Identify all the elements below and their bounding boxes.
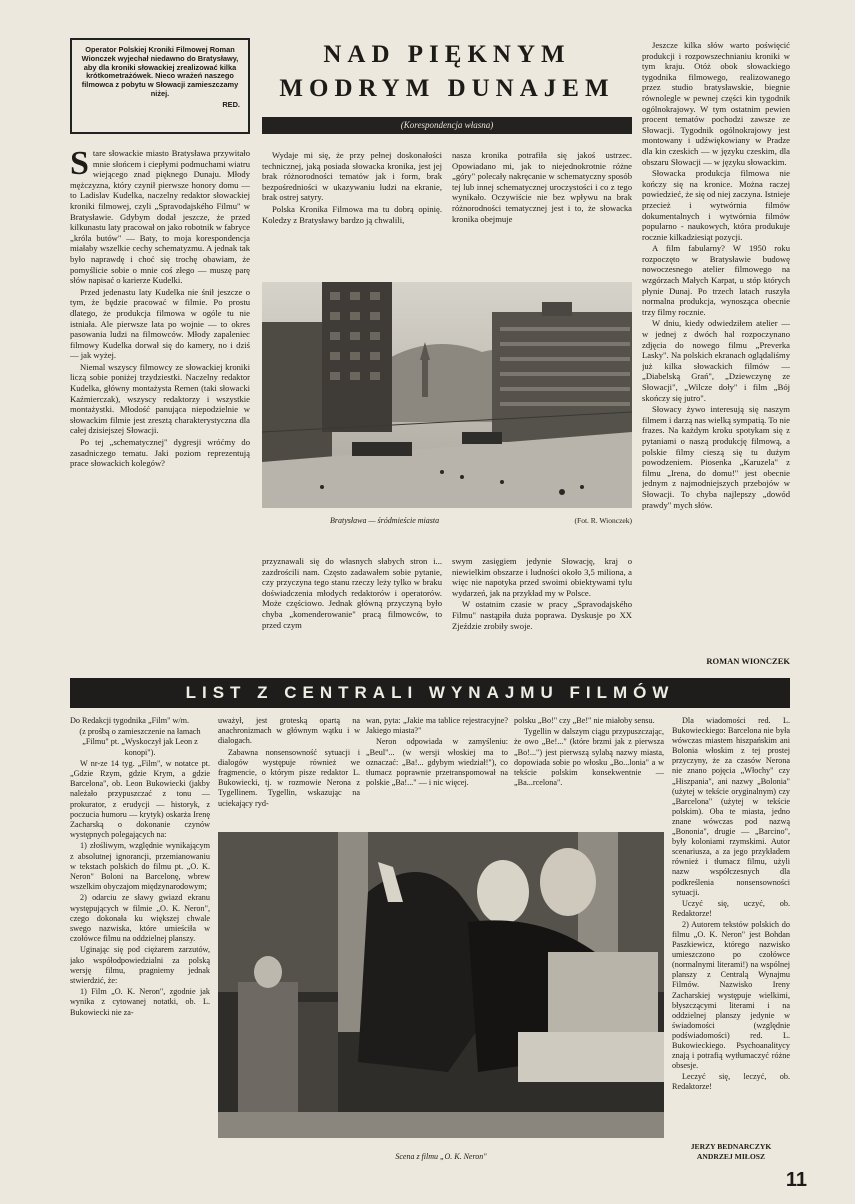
letter-paragraph: 1) złośliwym, względnie wynikającym z absolutnej ignorancji, przemianowaniu w tekstach polskich do filmu pt. „O. K. Neron" Boloni na Barcelonę, wbrew wszelkim obyczajom międzynarodowym; <box>70 841 210 892</box>
article-paragraph: Jeszcze kilka słów warto poświęcić produkcji i rozpowszechnianiu kroniki w tym kraju. Otóż obok słowackiego tygodnika filmowego, realizowanego przez studio bratysławskie, biegnie równolegle w pewnej części kin tygodnik ogólnokrajowy. W tym ostatnim pewien procent tematów pochodzi zawsze ze Słowacji. Tygodnik ogólnokrajowy jest montowany i udźwiękowiany w Pradze dla kin czeskich — w języku czeskim, dla obszaru Słowacji — w języku słowackim. <box>642 40 790 167</box>
letter-paragraph: W nr-ze 14 tyg. „Film", w notatce pt. „Gdzie Rzym, gdzie Krym, a gdzie Barcelona", ob. Leon Bukowiecki (jakby należało przypuszczać z tonu — prokurator, z erudycji — historyk, z poczucia humoru — krytyk) oskarża Irenę Zacharską o dokonanie czynów występnych polegających na: <box>70 758 210 840</box>
letter-paragraph: polsku „Bo!" czy „Be!" nie miałoby sensu. <box>514 716 655 725</box>
letter-paragraph: 1) Film „O. K. Neron", zgodnie jak wynika z cytowanej notatki, ob. L. Bukowiecki nie za- <box>70 987 210 1017</box>
letter-signature-2: ANDRZEJ MIŁOSZ <box>696 1152 766 1161</box>
article-title <box>262 38 632 106</box>
drop-cap: S <box>70 148 89 182</box>
letter-paragraph: uważył, jest groteską opartą na anachronizmach w głównym wątku i w dialogach. <box>218 716 360 746</box>
letter-paragraph: 2) Autorem tekstów polskich do filmu „O. K. Neron" jest Bohdan Paszkiewicz, którego nazwisko umieszczono po czołówce (normalnymi literami!) na wspólnej planszy z Centralą Wynajmu Filmów. Nazwisko Ireny Zacharskiej występuje wielkimi, błyszczącymi literami i na oddzielnej planszy jedynie w świadomości (względnie podświadomości) red. L. Bukowieckiego. Psychoanalitycy znają i potrafią wytłumaczyć różne obsesje. <box>672 919 790 1071</box>
letter-column-3-top <box>366 716 508 828</box>
letter-column-4-top <box>514 716 664 828</box>
article-paragraph: tare słowackie miasto Bratysława przywitało mnie słońcem i ciepłymi podmuchami wiatru wiejącego znad pięknego Dunaju. Młody mężczyzna, który czynił pierwsze honory domu — to Ladislav Kudelka, naczelny redaktor słowackiej kroniki filmowej, czyli „Spravodajského Filmu" w Bratysławie. Gdybym dodał jeszcze, że przed kilkunastu laty pracował on jako robotnik w fabryce „króla butów" — Baty, to moja korespondencja miałaby wszelkie cechy schematyzmu. A jednak tak było naprawdę i choć się trochę obawiam, że pomyślicie sobie o mnie coś złego — muszę parę słów napisać o karierze Kudelki. <box>70 148 250 286</box>
article-subtitle: (Korespondencja własna) <box>262 117 632 134</box>
article-signature: ROMAN WIONCZEK <box>706 656 790 666</box>
bratislava-photo <box>262 282 632 508</box>
letter-signature-1: JERZY BEDNARCZYK <box>690 1142 772 1151</box>
letter-request: (z prośbą o zamieszczenie na łamach „Filmu" pt. „Wyskoczył jak Leon z konopi"). <box>79 727 201 757</box>
article-column-2-top <box>262 150 442 278</box>
article-paragraph: swym zasięgiem jedynie Słowację, kraj o niewielkim obszarze i ludności około 3,5 miliona, a więc nie napotyka przed swoimi obiektywami tylu wydarzeń, jak na przykład my w Polsce. <box>452 556 632 598</box>
letter-banner: LIST Z CENTRALI WYNAJMU FILMÓW <box>70 678 790 708</box>
photo-caption: Bratysława — śródmieście miasta <box>330 516 440 525</box>
article-paragraph: W ostatnim czasie w pracy „Spravodajského Filmu" nastąpiła duża poprawa. Dyskusje po XX Zjeździe zrobiły swoje. <box>452 599 632 631</box>
letter-paragraph: Dla wiadomości red. L. Bukowieckiego: Barcelona nie była wówczas miastem hiszpańskim ani Bolonia włoskim z tej prostej przyczyny, że za czasów Nerona nie znano pojęcia „Włochy" czy „Hiszpania", ani nazwy „Bolonia" (użytej w tekście oryginalnym) czy „Barcelona" (użytej w tekście polskim). Oba te miasta, jedno znane wówczas pod nazwą „Bononia", drugie — „Barcino", były koloniami rzymskimi. Autor scenariusza, a za jego przykładem również i tłumacz filmu, użyli nazw współczesnych dla podkreślenia nonsensowności sytuacji. <box>672 716 790 897</box>
letter-paragraph: 2) odarciu ze sławy gwiazd ekranu występujących w filmie „O. K. Neron", czego dokonała ku większej chwale swego nazwiska, które umieściła w czołówce filmu na oddzielnej planszy. <box>70 893 210 944</box>
letter-paragraph: Zabawna nonsensowność sytuacji i dialogów występuje również we fragmencie, o którym pisze redaktor L. Bukowiecki, tj. w rozmowie Nerona z Tygellinem. Tygellin, wskazując na uciekający ryd- <box>218 747 360 808</box>
article-paragraph: Wydaje mi się, że przy pełnej doskonałości technicznej, jaką posiada słowacka kronika, jest jej brak różnorodności tematów jak i form, brak bezpośredniości w ukazywaniu ludzi na ekranie, brak ostrej satyry. <box>262 150 442 203</box>
film-still-photo <box>218 832 664 1138</box>
letter-paragraph: Tygellin w dalszym ciągu przypuszczając, że owo „Be!..." (które brzmi jak z pierwsza „Bo!...") jest pierwszą sylabą nazwy miasta, dopowiada sobie po włosku „Bo...lonia" a w tekście polskim konsekwentnie — „Ba...rcelona". <box>514 727 664 788</box>
article-paragraph: Słowacy żywo interesują się naszym filmem i darzą nas wielką sympatią. To nie frazes. Na każdym kroku spotykam się z pytaniami o naszą produkcję filmową, a polskie filmy cieszą się tu dużym powodzeniem. Piosenka „Karuzela" z filmu „Irena, do domu!" jest obecnie jednym z najmodniejszych przebojów w Słowacji. To chyba najlepszy „dowód prawdy" mych słów. <box>642 404 790 510</box>
article-column-3-bottom <box>452 556 632 666</box>
film-scene-image <box>218 832 664 1138</box>
article-paragraph: Po tej „schematycznej" dygresji wróćmy do zasadniczego tematu. Jaki poziom reprezentują prace słowackich kolegów? <box>70 437 250 469</box>
bratislava-cityscape-image <box>262 282 632 508</box>
editor-note-box <box>70 38 250 134</box>
article-column-1 <box>70 148 250 658</box>
article-title-line-2: MODRYM DUNAJEM <box>279 75 615 102</box>
film-photo-caption: Scena z filmu „O. K. Neron" <box>395 1152 487 1161</box>
letter-column-1 <box>70 716 210 1156</box>
letter-paragraph: Leczyć się, leczyć, ob. Redaktorze! <box>672 1072 790 1092</box>
article-paragraph: Polska Kronika Filmowa ma tu dobrą opinię. Koledzy z Bratysławy bardzo ją chwalili, <box>262 203 442 225</box>
article-column-2-bottom <box>262 556 442 666</box>
letter-paragraph: Uczyć się, uczyć, ob. Redaktorze! <box>672 898 790 918</box>
letter-paragraph: Neron odpowiada w zamyśleniu: „Beul"... (w wersji włoskiej ma to oznaczać: „Ba!... gdybym wiedział!"), co tłumacz poprawnie przetranspomował na polskie „Ba!..." — i nic więcej. <box>366 737 508 788</box>
article-column-3-top <box>452 150 632 278</box>
article-paragraph: A film fabularny? W 1950 roku rozpoczęto w Bratysławie budowę nowoczesnego atelier filmowego na wzgórzach Małych Karpat, u stóp których płynie Dunaj. Po trzech latach ruszyła normalna produkcja, wynosząca obecnie trzy filmy rocznie. <box>642 243 790 317</box>
article-paragraph: Słowacka produkcja filmowa nie kończy się na kronice. Można raczej powiedzieć, że się od niej zaczyna. Istnieje przecież i wytwórnia filmów dokumentalnych i wytwórnia filmów popularno - naukowych, która produkuje rocznie kilkadziesiąt pozycji. <box>642 168 790 242</box>
article-paragraph: nasza kronika potrafiła się jakoś ustrzec. Opowiadano mi, jak to niejednokrotnie różne „góry" polecały nakręcanie w schematyczny sposób tej lub innej schematycznej uroczystości i co z tego wynikało. Oczywiście nie bez wpływu na brak różnorodności tematycznej jest i to, że słowacka kronika obejmuje <box>452 150 632 224</box>
article-paragraph: W dniu, kiedy odwiedziłem atelier — w jednej z dwóch hal rozpoczynano zdjęcia do nowego filmu „Preverka Lasky". Na polskich ekranach oglądaliśmy już kilka słowackich filmów — „Diabelską Grań", „Dziewczynę ze Słowacji", „Wilcze doły" i film „Bój skończy się jutro". <box>642 318 790 403</box>
letter-signatures <box>672 1142 790 1162</box>
article-paragraph: Przed jedenastu laty Kudelka nie śnił jeszcze o tym, że będzie pracować w filmie. Po prostu dlatego, że produkcja filmowa w ogóle tu nie istniała. Ale pierwsze lata po wojnie — to okres pasowania ludzi na filmowców. Młody zapaleniec filmowy Kudelka dorwał się do kamery, no i dziś — jak wyżej. <box>70 286 250 361</box>
letter-address: Do Redakcji tygodnika „Film" w/m. <box>70 716 190 725</box>
letter-column-5 <box>672 716 790 1140</box>
article-title-line-1: NAD PIĘKNYM <box>323 41 571 68</box>
article-column-4 <box>642 40 790 650</box>
letter-paragraph: wan, pyta: „Jakie ma tablice rejestracyjne? Jakiego miasta?" <box>366 716 508 736</box>
article-paragraph: Niemal wszyscy filmowcy ze słowackiej kroniki liczą sobie poniżej trzydziestki. Naczelny redaktor Kudelka, główny montażysta Remen (taki słowacki Kaźmierczak), wszyscy redaktorzy i wszystkie montażystki. Młodość panująca niepodzielnie w słowackim filmie jest zresztą charakterystyczna dla całej dzisiejszej Słowacji. <box>70 361 250 436</box>
letter-column-2-top <box>218 716 360 828</box>
photo-credit: (Fot. R. Wionczek) <box>574 516 632 525</box>
page-number: 11 <box>785 1169 807 1191</box>
editor-note-text: Operator Polskiej Kroniki Filmowej Roman Wionczek wyjechał niedawno do Bratysławy, aby dla kroniki słowackiej zrealizować kilka krótkometrażówek. Nieco wrażeń naszego filmowca z pobytu w Słowacji zamieszczamy niżej. <box>81 45 239 98</box>
article-paragraph: przyznawali się do własnych słabych stron i... zazdrościli nam. Często zadawałem sobie pytanie, czy przyczyna tego stanu rzeczy leży tylko w braku doświadczenia młodych redaktorów i operatorów. Może częściowo. Jednak główną przyczyną było chyba „komenderowanie" pracą filmowców, to przed czym <box>262 556 442 630</box>
editor-note-signature: RED. <box>222 99 240 109</box>
letter-paragraph: Uginając się pod ciężarem zarzutów, jako współodpowiedzialni za polską wersję filmu, pragniemy jednak stwierdzić, że: <box>70 945 210 986</box>
